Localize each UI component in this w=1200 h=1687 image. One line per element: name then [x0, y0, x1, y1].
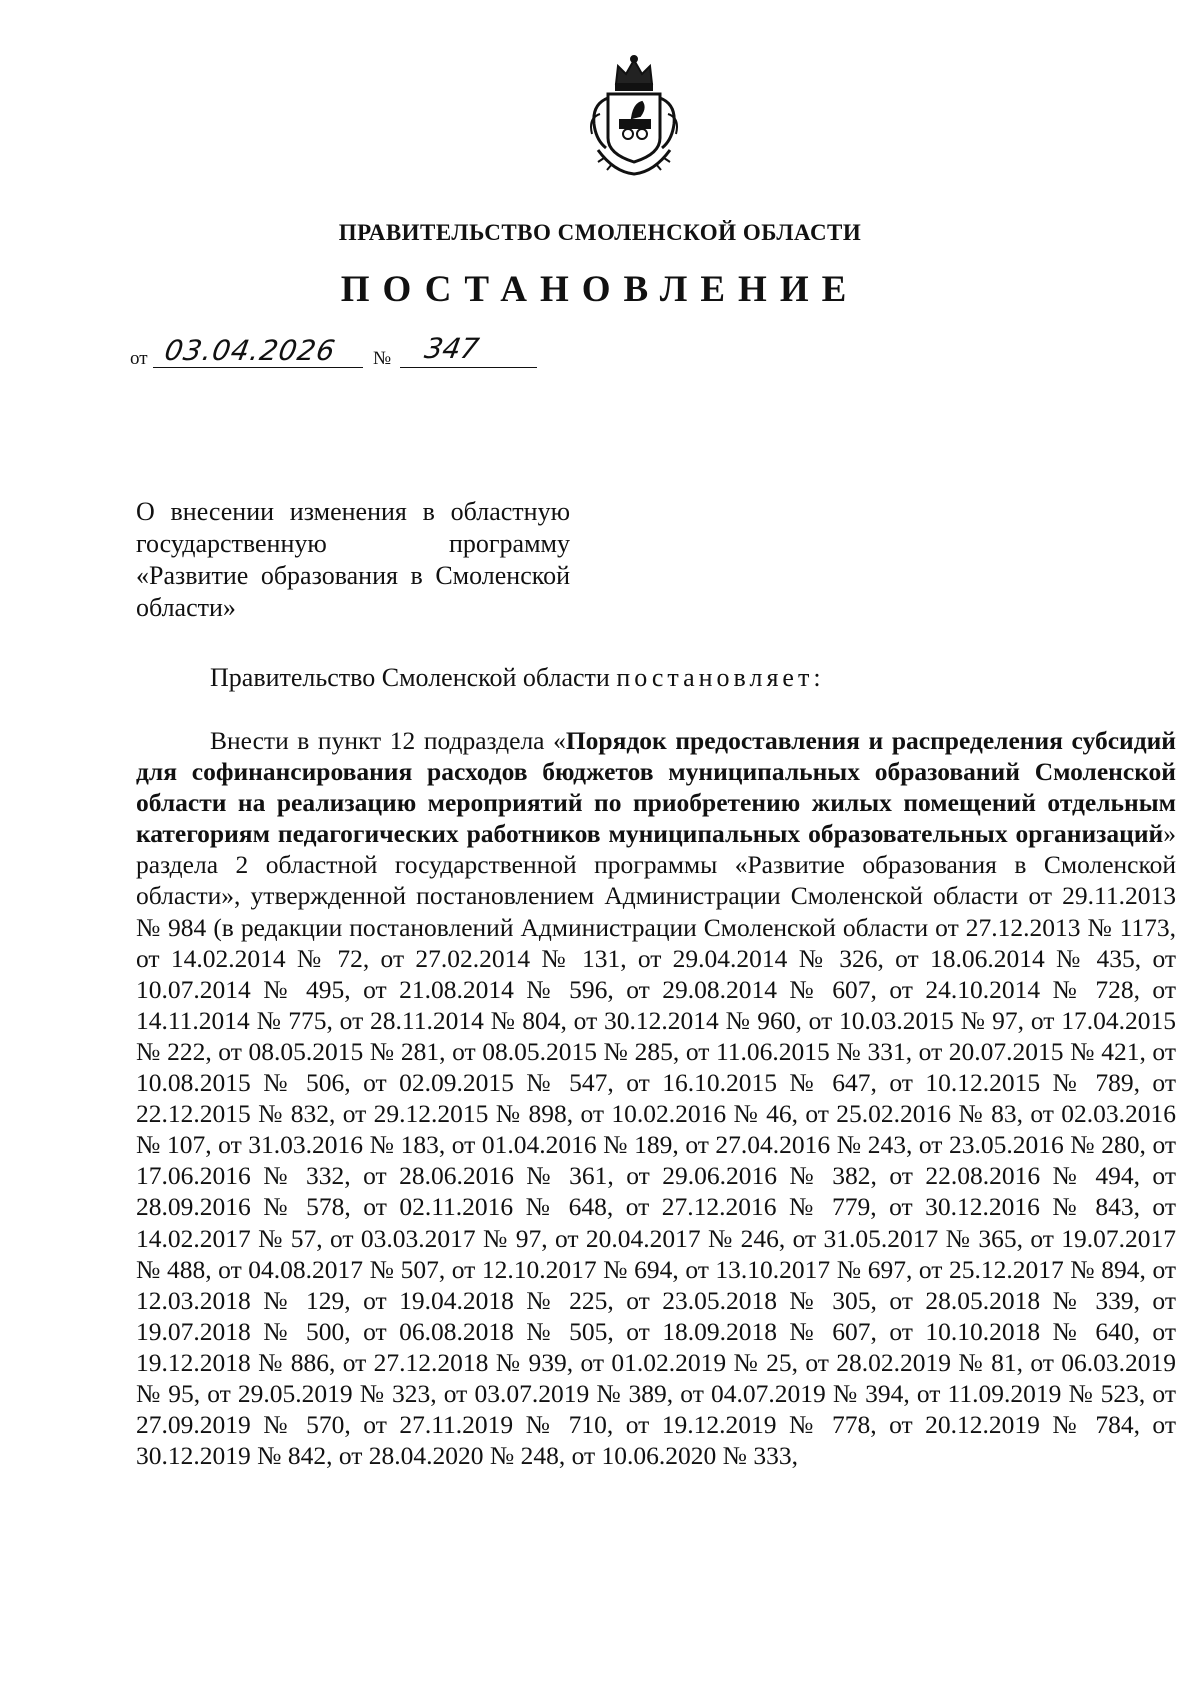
number-underline [400, 367, 537, 368]
body-paragraph [136, 725, 1176, 1471]
document-type-title: ПОСТАНОВЛЕНИЕ [340, 269, 860, 310]
section-title: Порядок предоставления и распределения субсидий для софинансирования расходов бюджетов муниципальных образований Смоленской области на реализацию мероприятий по приобретению жилых помещений отдельным категориям педагогических работников муниципальных образовательных организаций [136, 726, 1176, 849]
decree-line [210, 663, 825, 693]
government-title: ПРАВИТЕЛЬСТВО СМОЛЕНСКОЙ ОБЛАСТИ [338, 220, 862, 245]
decree-authority: Правительство Смоленской области [210, 663, 610, 692]
number-prefix: № [373, 348, 392, 369]
date-prefix: от [130, 348, 148, 369]
registration-number: 347 [422, 332, 482, 365]
smolensk-region-coat-of-arms-icon [584, 54, 684, 178]
document-subject: О внесении изменения в областную государственную программу «Развитие образования в Смоленской области» [136, 497, 570, 622]
body-intro: Внести в пункт 12 подраздела « [210, 726, 566, 755]
body-rest: » раздела 2 областной государственной программы «Развитие образования в Смоленской области», утвержденной постановлением Администрации Смоленской области от 29.11.2013 № 984 (в редакции постановлений Администрации Смоленской области от 27.12.2013 № 1173, от 14.02.2014 № 72, от 27.02.2014 № 131, от 29.04.2014 № 326, от 18.06.2014 № 435, от 10.07.2014 № 495, от 21.08.2014 № 596, от 29.08.2014 № 607, от 24.10.2014 № 728, от 14.11.2014 № 775, от 28.11.2014 № 804, от 30.12.2014 № 960, от 10.03.2015 № 97, от 17.04.2015 № 222, от 08.05.2015 № 281, от 08.05.2015 № 285, от 11.06.2015 № 331, от 20.07.2015 № 421, от 10.08.2015 № 506, от 02.09.2015 № 547, от 16.10.2015 № 647, от 10.12.2015 № 789, от 22.12.2015 № 832, от 29.12.2015 № 898, от 10.02.2016 № 46, от 25.02.2016 № 83, от 02.03.2016 № 107, от 31.03.2016 № 183, от 01.04.2016 № 189, от 27.04.2016 № 243, от 23.05.2016 № 280, от 17.06.2016 № 332, от 28.06.2016 № 361, от 29.06.2016 № 382, от 22.08.2016 № 494, от 28.09.2016 № 578, от 02.11.2016 № 648, от 27.12.2016 № 779, от 30.12.2016 № 843, от 14.02.2017 № 57, от 03.03.2017 № 97, от 20.04.2017 № 246, от 31.05.2017 № 365, от 19.07.2017 № 488, от 04.08.2017 № 507, от 12.10.2017 № 694, от 13.10.2017 № 697, от 25.12.2017 № 894, от 12.03.2018 № 129, от 19.04.2018 № 225, от 23.05.2018 № 305, от 28.05.2018 № 339, от 19.07.2018 № 500, от 06.08.2018 № 505, от 18.09.2018 № 607, от 10.10.2018 № 640, от 19.12.2018 № 886, от 27.12.2018 № 939, от 01.02.2019 № 25, от 28.02.2019 № 81, от 06.03.2019 № 95, от 29.05.2019 № 323, от 03.07.2019 № 389, от 04.07.2019 № 394, от 11.09.2019 № 523, от 27.09.2019 № 570, от 27.11.2019 № 710, от 19.12.2019 № 778, от 20.12.2019 № 784, от 30.12.2019 № 842, от 28.04.2020 № 248, от 10.06.2020 № 333, [136, 819, 1176, 1471]
registration-line [125, 332, 545, 376]
decree-verb: постановляет: [616, 663, 825, 692]
date-underline [153, 367, 363, 368]
registration-date: 03.04.2026 [162, 334, 339, 367]
